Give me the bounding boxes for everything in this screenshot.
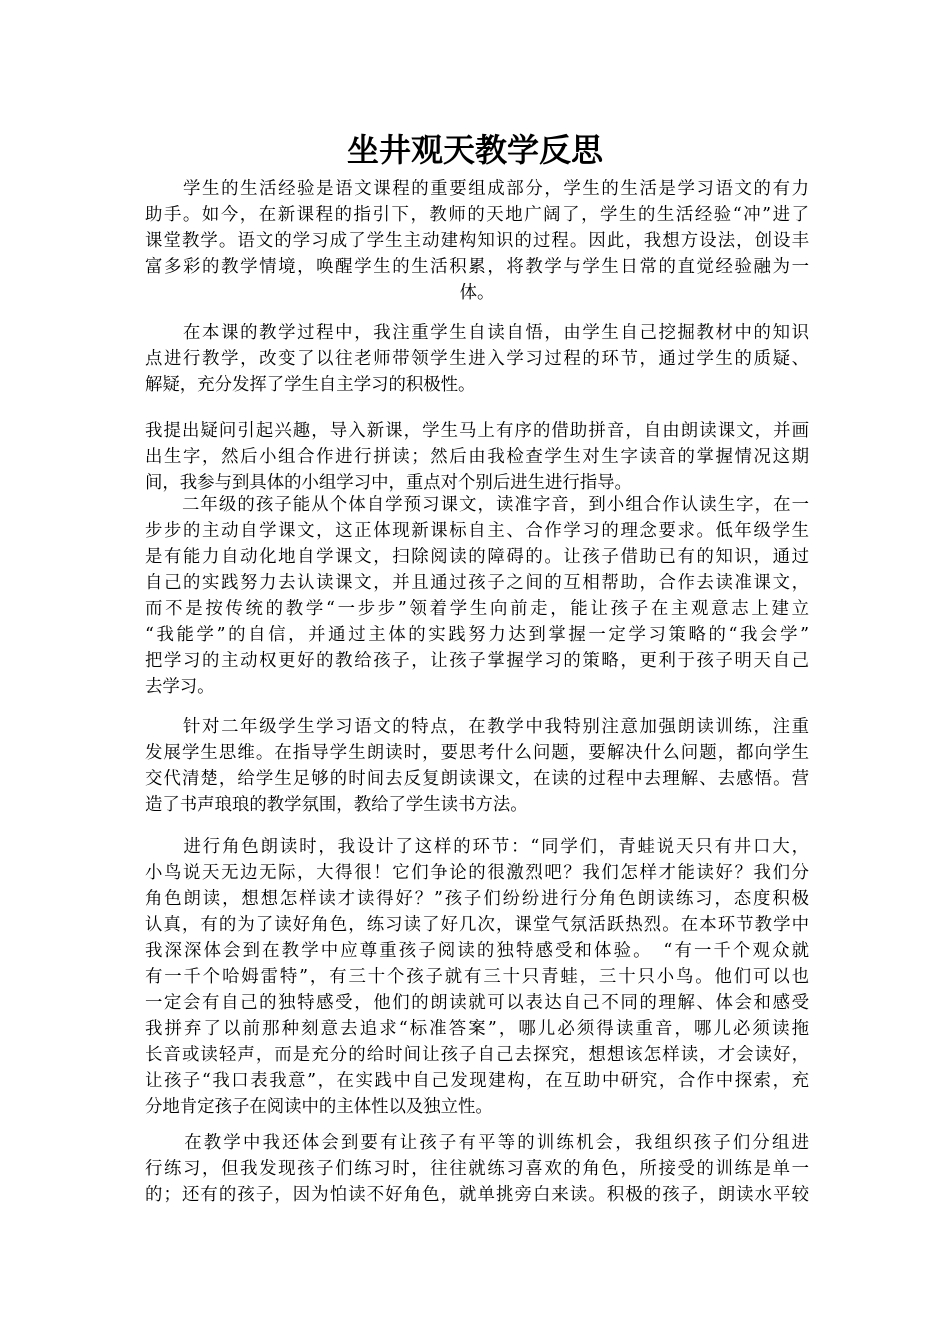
paragraph-1 <box>145 176 809 306</box>
paragraph-line: 步步的主动自学课文，这正体现新课标自主、合作学习的理念要求。低年级学生 <box>145 521 809 541</box>
paragraph-line: 助手。如今，在新课程的指引下，教师的天地广阔了，学生的生活经验“冲”进了 <box>145 205 809 225</box>
paragraph-line: 进行角色朗读时，我设计了这样的环节：“同学们，青蛙说天只有井口大， <box>145 837 809 857</box>
paragraph-line: 在本课的教学过程中，我注重学生自读自悟，由学生自己挖掘教材中的知识 <box>145 323 809 343</box>
paragraph-line: 间，我参与到具体的小组学习中，重点对个别后进生进行指导。 <box>145 473 632 493</box>
paragraph-line: 分地肯定孩子在阅读中的主体性以及独立性。 <box>145 1097 493 1117</box>
paragraph-line: 把学习的主动权更好的教给孩子，让孩子掌握学习的策略，更利于孩子明天自己 <box>145 651 809 671</box>
paragraph-line: 针对二年级学生学习语文的特点，在教学中我特别注意加强朗读训练，注重 <box>145 717 809 737</box>
paragraph-line: 角色朗读，想想怎样读才读得好？”孩子们纷纷进行分角色朗读练习，态度积极 <box>145 889 809 909</box>
paragraph-5 <box>145 714 809 818</box>
paragraph-4 <box>145 492 809 700</box>
paragraph-line: 去学习。 <box>145 677 215 697</box>
paragraph-line: 二年级的孩子能从个体自学预习课文，读准字音，到小组合作认读生字，在一 <box>145 495 809 515</box>
paragraph-line: 在教学中我还体会到要有让孩子有平等的训练机会，我组织孩子们分组进 <box>145 1133 809 1153</box>
paragraph-line: 学生的生活经验是语文课程的重要组成部分，学生的生活是学习语文的有力 <box>145 179 809 199</box>
paragraph-line: “我能学”的自信，并通过主体的实践努力达到掌握一定学习策略的“我会学” <box>145 625 809 645</box>
paragraph-2 <box>145 320 809 398</box>
paragraph-line: 富多彩的教学情境，唤醒学生的生活积累，将教学与学生日常的直觉经验融为一 <box>145 257 809 277</box>
paragraph-line: 我拼弃了以前那种刻意去追求“标准答案”，哪儿必须得读重音，哪儿必须读拖 <box>145 1019 809 1039</box>
paragraph-line: 我提出疑问引起兴趣，导入新课，学生马上有序的借助拼音，自由朗读课文，并画 <box>145 421 809 441</box>
paragraph-line: 长音或读轻声，而是充分的给时间让孩子自己去探究，想想该怎样读，才会读好， <box>145 1045 809 1065</box>
paragraph-3 <box>145 418 809 496</box>
paragraph-6 <box>145 834 809 1120</box>
paragraph-line: 我深深体会到在教学中应尊重孩子阅读的独特感受和体验。 “有一千个观众就 <box>145 941 809 961</box>
paragraph-line: 出生字，然后小组合作进行拼读；然后由我检查学生对生字读音的掌握情况这期 <box>145 447 809 467</box>
paragraph-line: 而不是按传统的教学“一步步”领着学生向前走，能让孩子在主观意志上建立 <box>145 599 809 619</box>
paragraph-line: 的；还有的孩子，因为怕读不好角色，就单挑旁白来读。积极的孩子，朗读水平较 <box>145 1185 809 1205</box>
paragraph-7 <box>145 1130 809 1208</box>
paragraph-line: 认真，有的为了读好角色，练习读了好几次，课堂气氛活跃热烈。在本环节教学中 <box>145 915 809 935</box>
paragraph-line: 造了书声琅琅的教学氛围，教给了学生读书方法。 <box>145 795 528 815</box>
paragraph-line: 交代清楚，给学生足够的时间去反复朗读课文，在读的过程中去理解、去感悟。营 <box>145 769 809 789</box>
paragraph-line: 行练习，但我发现孩子们练习时，往往就练习喜欢的角色，所接受的训练是单一 <box>145 1159 809 1179</box>
paragraph-line: 自己的实践努力去认读课文，并且通过孩子之间的互相帮助，合作去读准课文， <box>145 573 809 593</box>
document-title: 坐井观天教学反思 <box>346 131 603 169</box>
paragraph-line: 是有能力自动化地自学课文，扫除阅读的障碍的。让孩子借助已有的知识，通过 <box>145 547 809 567</box>
paragraph-line: 小鸟说天无边无际，大得很！它们争论的很激烈吧？我们怎样才能读好？我们分 <box>145 863 809 883</box>
paragraph-line: 课堂教学。语文的学习成了学生主动建构知识的过程。因此，我想方设法，创设丰 <box>145 231 809 251</box>
paragraph-line: 发展学生思维。在指导学生朗读时，要思考什么问题，要解决什么问题，都向学生 <box>145 743 809 763</box>
paragraph-line: 一定会有自己的独特感受，他们的朗读就可以表达自己不同的理解、体会和感受 <box>145 993 809 1013</box>
paragraph-line: 让孩子“我口表我意”，在实践中自己发现建构，在互助中研究，合作中探索，充 <box>145 1071 809 1091</box>
paragraph-line: 解疑，充分发挥了学生自主学习的积极性。 <box>145 375 476 395</box>
paragraph-line: 点进行教学，改变了以往老师带领学生进入学习过程的环节，通过学生的质疑、 <box>145 349 809 369</box>
paragraph-line: 体。 <box>459 283 495 303</box>
paragraph-line: 有一千个哈姆雷特”，有三十个孩子就有三十只青蛙，三十只小鸟。他们可以也 <box>145 967 809 987</box>
